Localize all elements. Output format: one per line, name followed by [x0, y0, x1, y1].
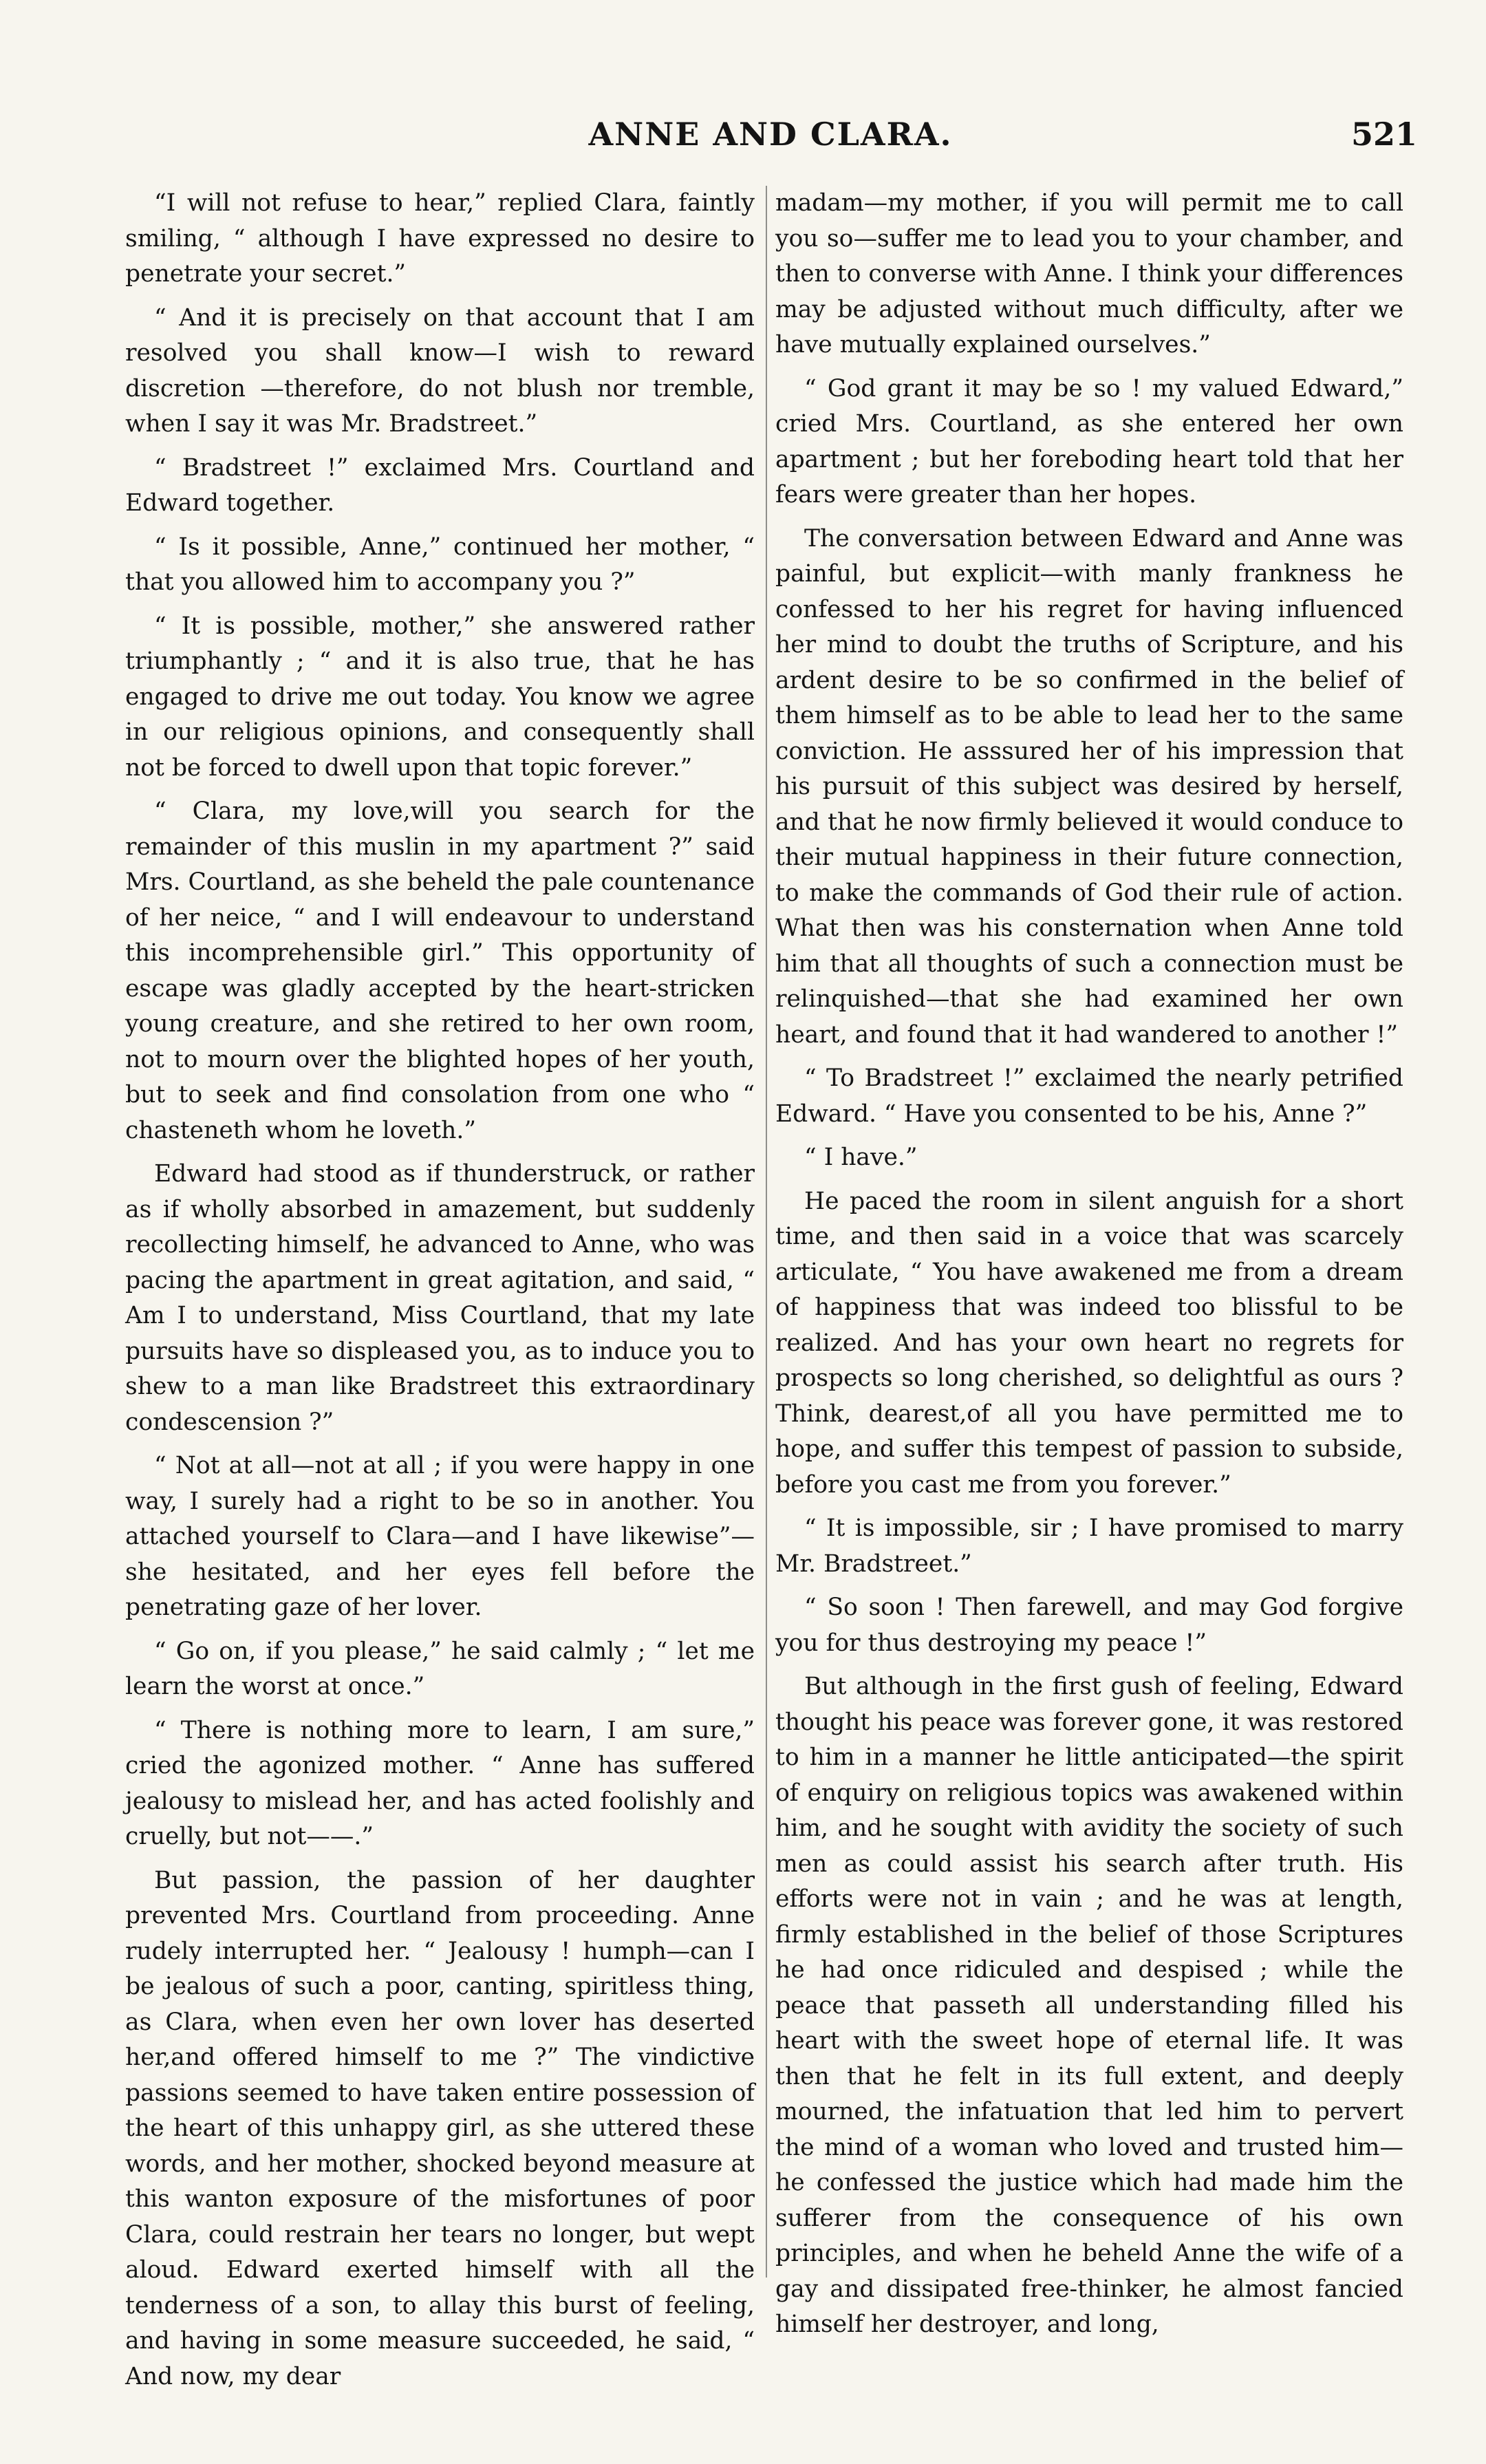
- paragraph: But passion, the passion of her daughter prevented Mrs. Courtland from proceeding. Anne rudely interrupted her. “ Jealousy ! humph—can I be jealous of such a poor, canting, spiritless thing, as Clara, when even her own lover has deserted her,and offered himself to me ?” The vindictive passions seemed to have taken entire possession of the heart of this unhappy girl, as she uttered these words, and her mother, shocked beyond measure at this wanton exposure of the misfortunes of poor Clara, could restrain her tears no longer, but wept aloud. Edward exerted himself with all the tenderness of a son, to allay this burst of feeling, and having in some measure succeeded, he said, “ And now, my dear: [125, 1866, 755, 2390]
- paragraph: “ Go on, if you please,” he said calmly ; “ let me learn the worst at once.”: [125, 1637, 755, 1700]
- paragraph: Edward had stood as if thunderstruck, or rather as if wholly absorbed in amazement, but suddenly recollecting himself, he advanced to Anne, who was pacing the apartment in great agitation, and said, “ Am I to understand, Miss Courtland, that my late pursuits have so displeased you, as to induce you to shew to a man like Bradstreet this extraordinary condescension ?”: [125, 1160, 755, 1436]
- column-divider: [766, 186, 767, 2278]
- paragraph: “I will not refuse to hear,” replied Clara, faintly smiling, “ although I have expressed no desire to penetrate your secret.”: [125, 189, 755, 288]
- page-number: 521: [1350, 116, 1417, 153]
- paragraph: “ So soon ! Then farewell, and may God forgive you for thus destroying my peace !”: [775, 1594, 1403, 1657]
- paragraph: “ To Bradstreet !” exclaimed the nearly petrified Edward. “ Have you consented to be his, Anne ?”: [775, 1064, 1403, 1128]
- paragraph: He paced the room in silent anguish for a short time, and then said in a voice that was scarcely articulate, “ You have awakened me from a dream of happiness that was indeed too blissful to be realized. And has your own heart no regrets for prospects so long cherished, so delightful as ours ? Think, dearest,of all you have permitted me to hope, and suffer this tempest of passion to subside, before you cast me from you forever.”: [775, 1187, 1403, 1499]
- paragraph: “ Bradstreet !” exclaimed Mrs. Courtland and Edward together.: [125, 453, 755, 517]
- paragraph: “ I have.”: [804, 1144, 918, 1171]
- page-header: [124, 116, 1417, 164]
- paragraph: “ It is possible, mother,” she answered rather triumphantly ; “ and it is also true, that he has engaged to drive me out today. You know we agree in our religious opinions, and consequently shall not be forced to dwell upon that topic forever.”: [125, 612, 755, 782]
- paragraph-continued: madam—my mother, if you will permit me to call you so—suffer me to lead you to your chamber, and then to converse with Anne. I think your differences may be adjusted without much difficulty, after we have mutually explained ourselves.”: [775, 189, 1403, 358]
- paragraph: But although in the first gush of feeling, Edward thought his peace was forever gone, it was restored to him in a manner he little anticipated—the spirit of enquiry on religious topics was awakened within him, and he sought with avidity the society of such men as could assist his search after truth. His efforts were not in vain ; and he was at length, firmly established in the belief of those Scriptures he had once ridiculed and despised ; while the peace that passeth all understanding filled his heart with the sweet hope of eternal life. It was then that he felt in its full extent, and deeply mourned, the infatuation that led him to pervert the mind of a woman who loved and trusted him—he confessed the justice which had made him the sufferer from the consequence of his own principles, and when he beheld Anne the wife of a gay and dissipated free-thinker, he almost fancied himself her destroyer, and long,: [775, 1673, 1403, 2338]
- paragraph: “ Clara, my love,will you search for the remainder of this muslin in my apartment ?” said Mrs. Courtland, as she beheld the pale countenance of her neice, “ and I will endeavour to understand this incomprehensible girl.” This opportunity of escape was gladly accepted by the heart-stricken young creature, and she retired to her own room, not to mourn over the blighted hopes of her youth, but to seek and find consolation from one who “ chasteneth whom he loveth.”: [125, 797, 755, 1144]
- paragraph: The conversation between Edward and Anne was painful, but explicit—with manly frankness he confessed to her his regret for having influenced her mind to doubt the truths of Scripture, and his ardent desire to be so confirmed in the belief of them himself as to be able to lead her to the same conviction. He asssured her of his impression that his pursuit of this subject was desired by herself, and that he now firmly believed it would conduce to their mutual happiness in their future connection, to make the commands of God their rule of action. What then was his consternation when Anne told him that all thoughts of such a connection must be relinquished—that she had examined her own heart, and found that it had wandered to another !”: [775, 524, 1403, 1049]
- paragraph: “ It is impossible, sir ; I have promised to marry Mr. Bradstreet.”: [775, 1514, 1403, 1578]
- paragraph: “ God grant it may be so ! my valued Edward,” cried Mrs. Courtland, as she entered her own apartment ; but her foreboding heart told that her fears were greater than her hopes.: [775, 374, 1403, 508]
- paragraph: “ There is nothing more to learn, I am sure,” cried the agonized mother. “ Anne has suffered jealousy to mislead her, and has acted foolishly and cruelly, but not——.”: [125, 1716, 755, 1850]
- running-title: ANNE AND CLARA.: [588, 116, 953, 153]
- paragraph: “ And it is precisely on that account that I am resolved you shall know—I wish to reward discretion —therefore, do not blush nor tremble, when I say it was Mr. Bradstreet.”: [125, 303, 755, 438]
- paragraph: “ Not at all—not at all ; if you were happy in one way, I surely had a right to be so in another. You attached yourself to Clara—and I have likewise”— she hesitated, and her eyes fell before the penetrating gaze of her lover.: [125, 1452, 755, 1621]
- left-column: [125, 186, 755, 2403]
- right-column: [775, 186, 1403, 2351]
- paragraph: “ Is it possible, Anne,” continued her mother, “ that you allowed him to accompany you ?”: [125, 533, 755, 596]
